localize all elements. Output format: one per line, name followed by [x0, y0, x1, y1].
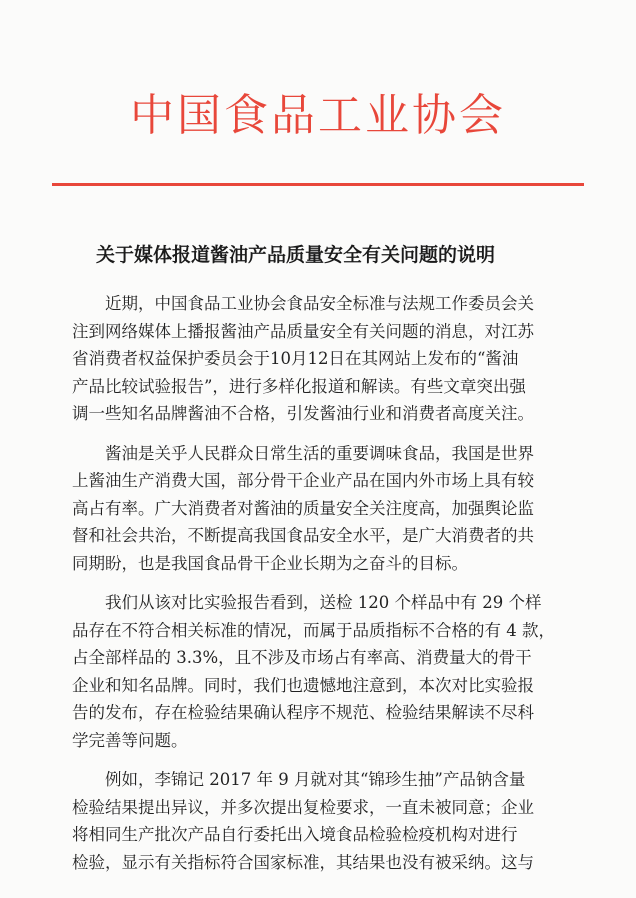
text-line: 学完善等问题。: [72, 730, 188, 750]
text-line: 同期盼，也是我国食品骨干企业长期为之奋斗的目标。: [72, 553, 468, 573]
text-line: 督和社会共治，不断提高我国食品安全水平，是广大消费者的共: [72, 526, 534, 545]
letterhead-red-rule: [52, 183, 584, 186]
letterhead-org-name: 中国食品工业协会: [130, 90, 506, 141]
text-line: 占全部样品的 3.3%，且不涉及市场占有率高、消费量大的骨干: [72, 648, 532, 667]
document-body: [72, 290, 572, 888]
text-line: 将相同生产批次产品自行委托出入境食品检验检疫机构对进行: [72, 825, 518, 844]
text-line: 注到网络媒体上播报酱油产品质量安全有关问题的消息，对江苏: [72, 321, 534, 341]
text-line: 近期，中国食品工业协会食品安全标准与法规工作委员会关: [72, 294, 534, 313]
text-line: 告的发布，存在检验结果确认程序不规范、检验结果解读不尽科: [72, 703, 534, 722]
text-line: 省消费者权益保护委员会于10月12日在其网站上发布的“酱油: [72, 349, 519, 368]
text-line: 我们从该对比实验报告看到，送检 120 个样品中有 29 个样: [72, 593, 542, 612]
text-line: 高占有率。广大消费者对酱油的质量安全关注度高，加强舆论监: [72, 498, 534, 518]
text-line: 检验结果提出异议，并多次提出复检要求，一直未被同意；企业: [72, 797, 534, 817]
text-line: 检验，显示有关指标符合国家标准，其结果也没有被采纳。这与: [72, 852, 534, 872]
text-line: 调一些知名品牌酱油不合格，引发酱油行业和消费者高度关注。: [72, 404, 534, 423]
text-line: 产品比较试验报告”，进行多样化报道和解读。有些文章突出强: [72, 376, 526, 396]
paragraph-2: [72, 440, 572, 578]
text-line: 例如，李锦记 2017 年 9 月就对其“锦珍生抽”产品钠含量: [72, 770, 526, 789]
text-line: 酱油是关乎人民群众日常生活的重要调味食品，我国是世界: [72, 443, 534, 463]
document-title: 关于媒体报道酱油产品质量安全有关问题的说明: [96, 244, 496, 266]
paragraph-3: [72, 589, 572, 754]
text-line: 企业和知名品牌。同时，我们也遗憾地注意到，本次对比实验报: [72, 675, 534, 695]
text-line: 上酱油生产消费大国，部分骨干企业产品在国内外市场上具有较: [72, 471, 534, 490]
text-line: 品存在不符合相关标准的情况，而属于品质指标不合格的有 4 款，: [72, 620, 555, 640]
paragraph-1: [72, 290, 572, 428]
paragraph-4: [72, 766, 572, 876]
